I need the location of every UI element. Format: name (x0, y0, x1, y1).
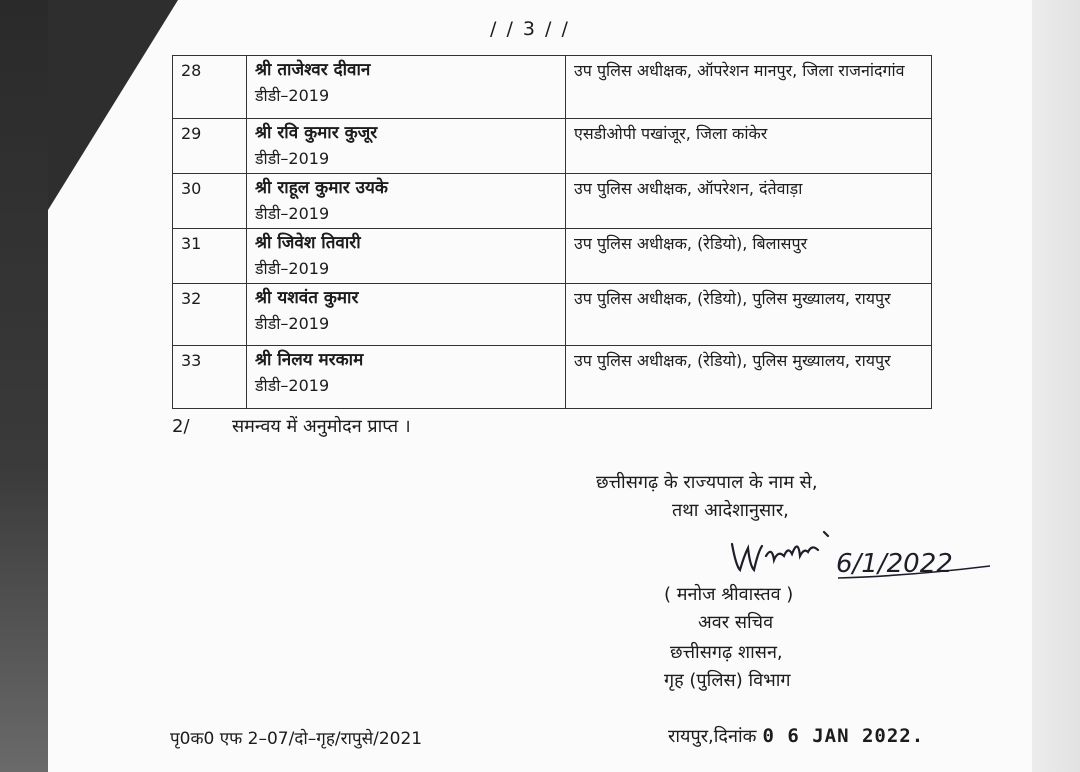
posting-cell: उप पुलिस अधीक्षक, (रेडियो), पुलिस मुख्यालय, रायपुर (566, 284, 932, 346)
order-line: तथा आदेशानुसार, (672, 500, 789, 521)
photo-background-corner (48, 0, 178, 210)
paragraph-number: 2/ (172, 416, 190, 437)
posting-cell: एसडीओपी पखांजूर, जिला कांकेर (566, 119, 932, 174)
officer-row-name: श्री जिवेश तिवारी (255, 233, 361, 253)
posting-cell: उप पुलिस अधीक्षक, (रेडियो), पुलिस मुख्यालय, रायपुर (566, 346, 932, 409)
date-stamp: 0 6 JAN 2022. (762, 725, 925, 747)
officer-row-name: श्री यशवंत कुमार (255, 288, 359, 308)
posting-cell: उप पुलिस अधीक्षक, ऑपरेशन मानपुर, जिला राजनांदगांव (566, 56, 932, 119)
officer-row-name: श्री रवि कुमार कुजूर (255, 123, 378, 143)
serial-number: 33 (173, 346, 247, 409)
place-date-label: रायपुर,दिनांक (668, 726, 757, 747)
officer-cell (247, 56, 566, 119)
table-row (173, 56, 932, 119)
serial-number: 31 (173, 229, 247, 284)
officer-cell (247, 284, 566, 346)
page-number: / / 3 / / (490, 18, 570, 40)
officer-row-name: श्री राहूल कुमार उयके (255, 178, 388, 198)
serial-number: 30 (173, 174, 247, 229)
paragraph-text: समन्वय में अनुमोदन प्राप्त । (232, 416, 411, 437)
officer-batch: डीडी–2019 (255, 314, 330, 333)
officer-department: छत्तीसगढ़ शासन, (670, 642, 783, 663)
posting-cell: उप पुलिस अधीक्षक, (रेडियो), बिलासपुर (566, 229, 932, 284)
table-row (173, 229, 932, 284)
officer-row-name: श्री ताजेश्वर दीवान (255, 60, 371, 80)
posting-cell: उप पुलिस अधीक्षक, ऑपरेशन, दंतेवाड़ा (566, 174, 932, 229)
officer-batch: डीडी–2019 (255, 376, 330, 395)
handwritten-date: 6/1/2022 (836, 549, 953, 579)
table-row (173, 346, 932, 409)
serial-number: 28 (173, 56, 247, 119)
paragraph-2 (172, 414, 411, 438)
officer-batch: डीडी–2019 (255, 259, 330, 278)
handwritten-signature (728, 526, 998, 586)
officer-designation: अवर सचिव (698, 612, 774, 633)
photo-background-left (0, 0, 48, 772)
officer-cell (247, 229, 566, 284)
officer-batch: डीडी–2019 (255, 86, 330, 105)
file-number: पृ0क0 एफ 2–07/दो–गृह/रापुसे/2021 (170, 729, 423, 749)
table-row (173, 119, 932, 174)
photo-background-right (1032, 0, 1080, 772)
officer-batch: डीडी–2019 (255, 149, 330, 168)
officer-cell (247, 119, 566, 174)
table-row (173, 284, 932, 346)
officer-batch: डीडी–2019 (255, 204, 330, 223)
officer-division: गृह (पुलिस) विभाग (664, 670, 791, 691)
posting-table (172, 55, 932, 409)
authority-line: छत्तीसगढ़ के राज्यपाल के नाम से, (596, 472, 818, 493)
serial-number: 29 (173, 119, 247, 174)
place-date (668, 724, 924, 748)
officer-cell (247, 346, 566, 409)
serial-number: 32 (173, 284, 247, 346)
officer-row-name: श्री निलय मरकाम (255, 350, 364, 370)
officer-name: ( मनोज श्रीवास्तव ) (664, 584, 794, 605)
officer-cell (247, 174, 566, 229)
table-row (173, 174, 932, 229)
